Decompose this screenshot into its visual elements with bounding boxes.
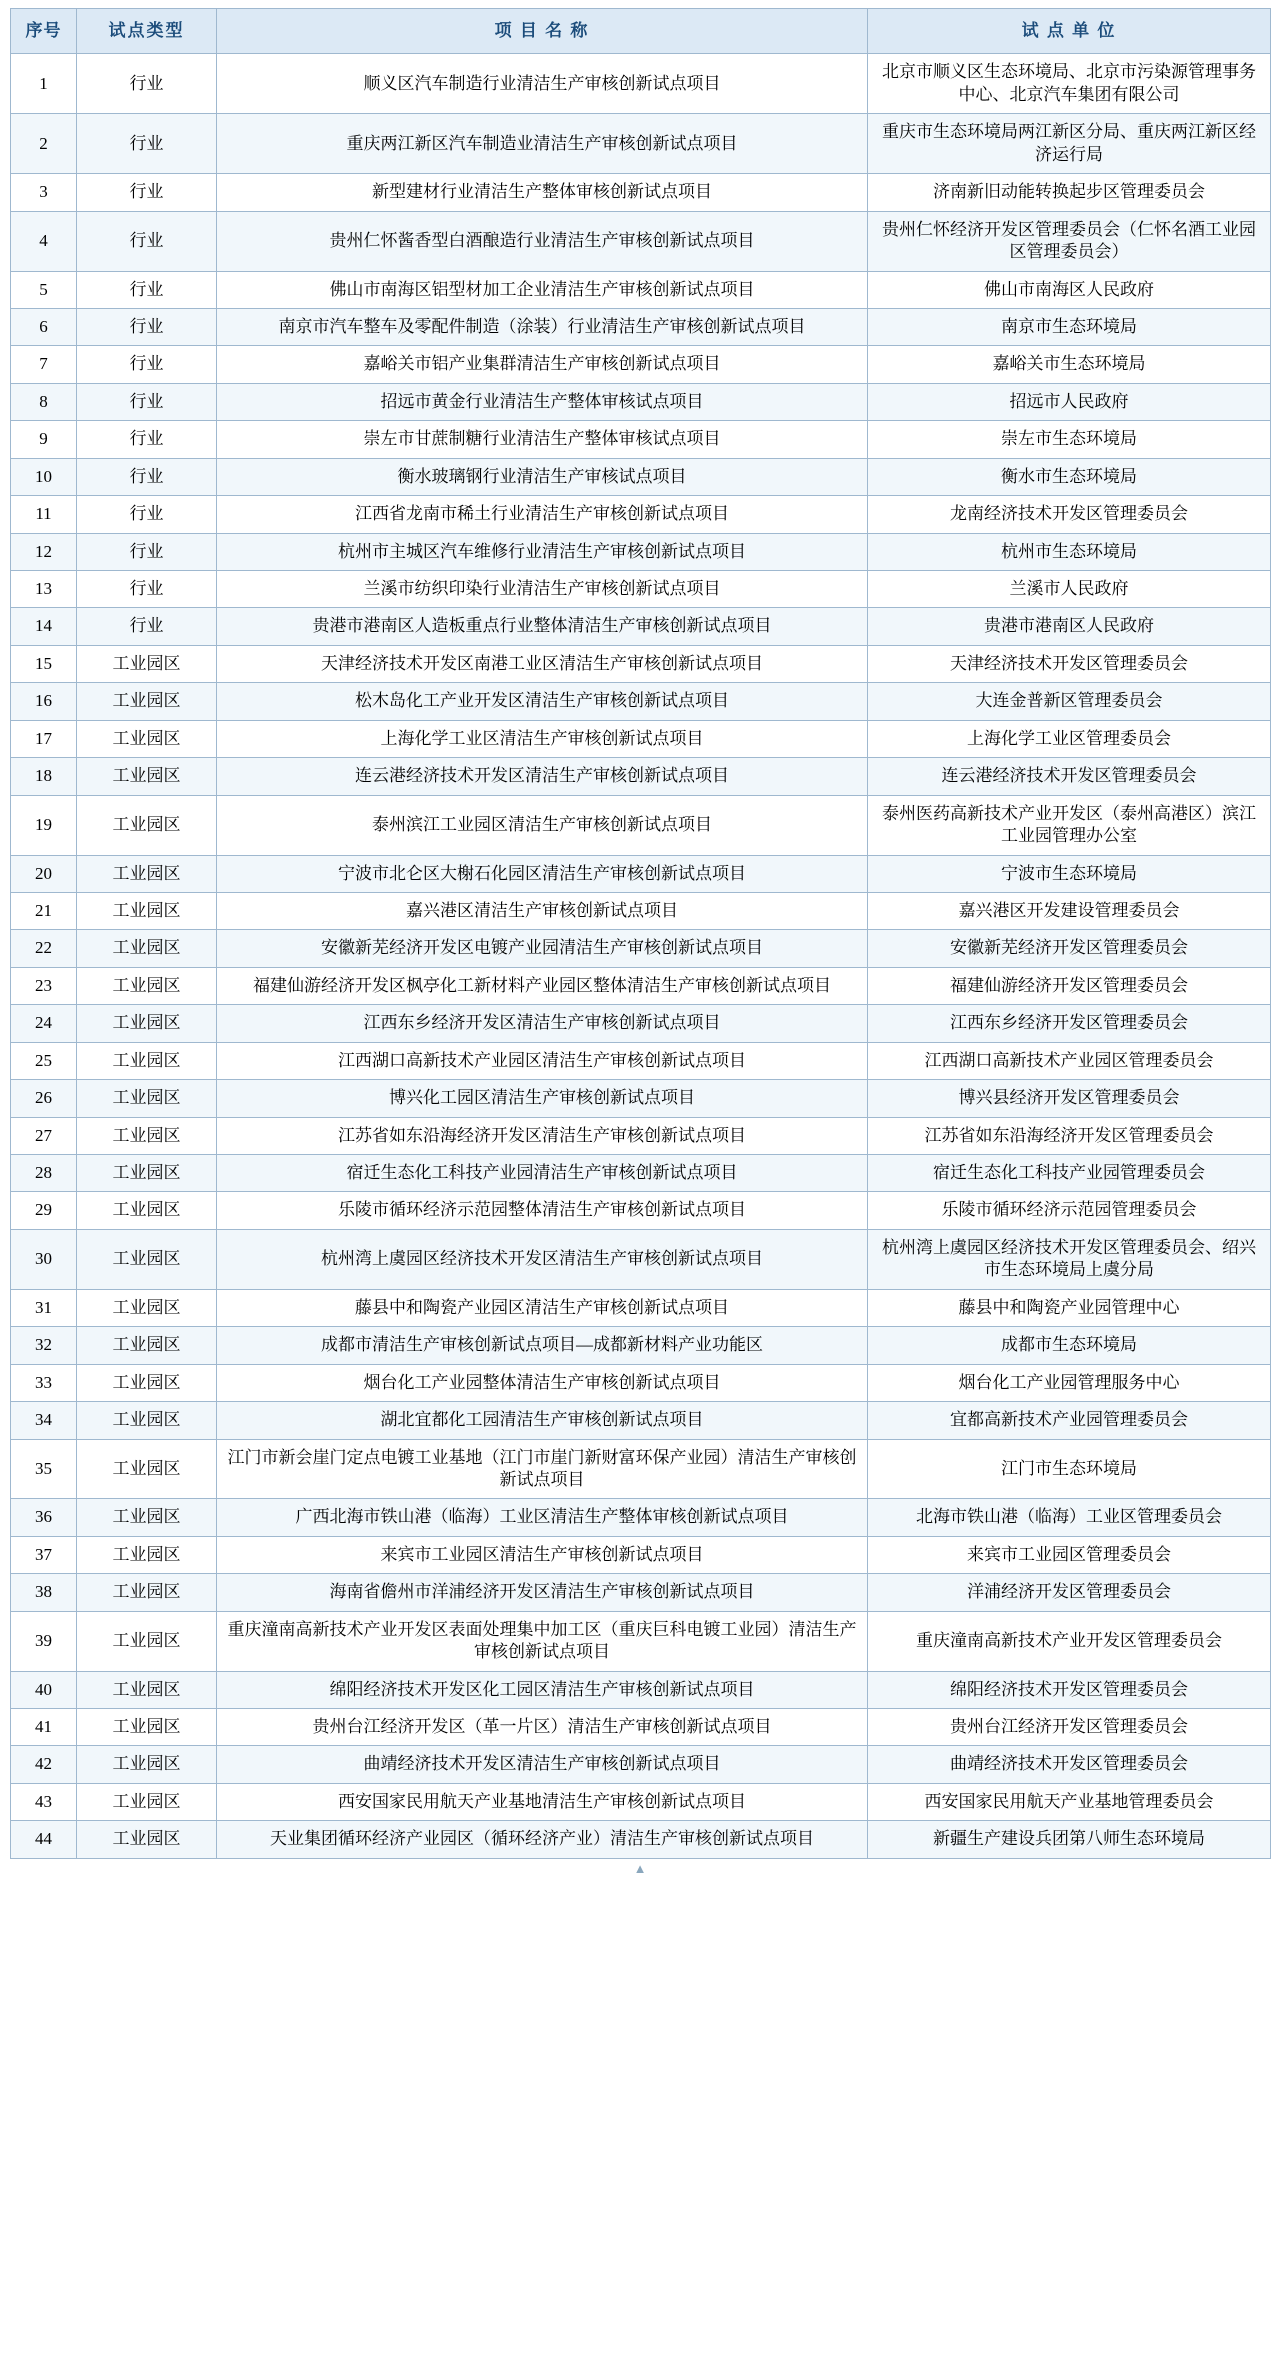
cell-unit: 北海市铁山港（临海）工业区管理委员会 — [868, 1499, 1271, 1536]
table-row — [11, 1289, 1271, 1326]
cell-index: 5 — [11, 271, 77, 308]
cell-unit: 贵州台江经济开发区管理委员会 — [868, 1709, 1271, 1746]
table-row — [11, 383, 1271, 420]
cell-unit: 杭州湾上虞园区经济技术开发区管理委员会、绍兴市生态环境局上虞分局 — [868, 1229, 1271, 1289]
table-row — [11, 683, 1271, 720]
cell-name: 重庆两江新区汽车制造业清洁生产审核创新试点项目 — [217, 114, 868, 174]
cell-index: 7 — [11, 346, 77, 383]
cell-type: 工业园区 — [77, 1499, 217, 1536]
cell-type: 工业园区 — [77, 1536, 217, 1573]
cell-unit: 嘉峪关市生态环境局 — [868, 346, 1271, 383]
cell-index: 6 — [11, 308, 77, 345]
table-row — [11, 496, 1271, 533]
cell-unit: 乐陵市循环经济示范园管理委员会 — [868, 1192, 1271, 1229]
cell-unit: 贵港市港南区人民政府 — [868, 608, 1271, 645]
cell-type: 工业园区 — [77, 1229, 217, 1289]
table-row — [11, 1192, 1271, 1229]
table-row — [11, 1783, 1271, 1820]
cell-unit: 宜都高新技术产业园管理委员会 — [868, 1402, 1271, 1439]
cell-name: 海南省儋州市洋浦经济开发区清洁生产审核创新试点项目 — [217, 1574, 868, 1611]
cell-index: 27 — [11, 1117, 77, 1154]
table-row — [11, 1327, 1271, 1364]
table-row — [11, 1499, 1271, 1536]
cell-index: 11 — [11, 496, 77, 533]
cell-unit: 龙南经济技术开发区管理委员会 — [868, 496, 1271, 533]
cell-type: 工业园区 — [77, 967, 217, 1004]
table-row — [11, 1042, 1271, 1079]
cell-name: 贵州台江经济开发区（革一片区）清洁生产审核创新试点项目 — [217, 1709, 868, 1746]
cell-index: 23 — [11, 967, 77, 1004]
cell-unit: 成都市生态环境局 — [868, 1327, 1271, 1364]
cell-type: 工业园区 — [77, 1402, 217, 1439]
cell-unit: 大连金普新区管理委员会 — [868, 683, 1271, 720]
cell-type: 行业 — [77, 114, 217, 174]
cell-index: 31 — [11, 1289, 77, 1326]
cell-name: 贵港市港南区人造板重点行业整体清洁生产审核创新试点项目 — [217, 608, 868, 645]
cell-unit: 泰州医药高新技术产业开发区（泰州高港区）滨江工业园管理办公室 — [868, 795, 1271, 855]
table-row — [11, 795, 1271, 855]
cell-name: 来宾市工业园区清洁生产审核创新试点项目 — [217, 1536, 868, 1573]
cell-unit: 兰溪市人民政府 — [868, 571, 1271, 608]
table-row — [11, 174, 1271, 211]
cell-index: 9 — [11, 421, 77, 458]
cell-unit: 江西湖口高新技术产业园区管理委员会 — [868, 1042, 1271, 1079]
table-row — [11, 1155, 1271, 1192]
cell-unit: 重庆市生态环境局两江新区分局、重庆两江新区经济运行局 — [868, 114, 1271, 174]
cell-name: 天津经济技术开发区南港工业区清洁生产审核创新试点项目 — [217, 645, 868, 682]
cell-index: 10 — [11, 458, 77, 495]
cell-type: 工业园区 — [77, 1080, 217, 1117]
cell-name: 烟台化工产业园整体清洁生产审核创新试点项目 — [217, 1364, 868, 1401]
cell-index: 44 — [11, 1821, 77, 1858]
cell-index: 37 — [11, 1536, 77, 1573]
cell-unit: 西安国家民用航天产业基地管理委员会 — [868, 1783, 1271, 1820]
pilot-projects-table — [10, 8, 1271, 1859]
table-row — [11, 1746, 1271, 1783]
cell-type: 工业园区 — [77, 645, 217, 682]
cell-name: 博兴化工园区清洁生产审核创新试点项目 — [217, 1080, 868, 1117]
cell-type: 工业园区 — [77, 1574, 217, 1611]
table-row — [11, 271, 1271, 308]
cell-index: 18 — [11, 758, 77, 795]
cell-unit: 佛山市南海区人民政府 — [868, 271, 1271, 308]
cell-name: 湖北宜都化工园清洁生产审核创新试点项目 — [217, 1402, 868, 1439]
cell-name: 崇左市甘蔗制糖行业清洁生产整体审核试点项目 — [217, 421, 868, 458]
table-body — [11, 54, 1271, 1858]
cell-type: 工业园区 — [77, 1746, 217, 1783]
cell-unit: 博兴县经济开发区管理委员会 — [868, 1080, 1271, 1117]
table-row — [11, 1671, 1271, 1708]
cell-type: 行业 — [77, 496, 217, 533]
cell-type: 工业园区 — [77, 1117, 217, 1154]
cell-unit: 衡水市生态环境局 — [868, 458, 1271, 495]
cell-index: 8 — [11, 383, 77, 420]
cell-index: 39 — [11, 1611, 77, 1671]
cell-type: 行业 — [77, 608, 217, 645]
table-row — [11, 1709, 1271, 1746]
cell-unit: 曲靖经济技术开发区管理委员会 — [868, 1746, 1271, 1783]
cell-type: 工业园区 — [77, 720, 217, 757]
cell-index: 38 — [11, 1574, 77, 1611]
cell-type: 工业园区 — [77, 1289, 217, 1326]
table-row — [11, 1536, 1271, 1573]
cell-name: 杭州市主城区汽车维修行业清洁生产审核创新试点项目 — [217, 533, 868, 570]
cell-name: 乐陵市循环经济示范园整体清洁生产审核创新试点项目 — [217, 1192, 868, 1229]
table-row — [11, 571, 1271, 608]
cell-unit: 宁波市生态环境局 — [868, 855, 1271, 892]
cell-index: 34 — [11, 1402, 77, 1439]
cell-type: 行业 — [77, 571, 217, 608]
table-row — [11, 892, 1271, 929]
cell-index: 26 — [11, 1080, 77, 1117]
cell-index: 12 — [11, 533, 77, 570]
cell-unit: 杭州市生态环境局 — [868, 533, 1271, 570]
cell-name: 佛山市南海区铝型材加工企业清洁生产审核创新试点项目 — [217, 271, 868, 308]
table-header — [11, 9, 1271, 54]
cell-unit: 江苏省如东沿海经济开发区管理委员会 — [868, 1117, 1271, 1154]
page-footer — [10, 1859, 1270, 1885]
cell-unit: 安徽新芜经济开发区管理委员会 — [868, 930, 1271, 967]
cell-type: 工业园区 — [77, 1192, 217, 1229]
cell-index: 19 — [11, 795, 77, 855]
cell-type: 行业 — [77, 54, 217, 114]
table-row — [11, 114, 1271, 174]
cell-unit: 福建仙游经济开发区管理委员会 — [868, 967, 1271, 1004]
table-header-row — [11, 9, 1271, 54]
table-row — [11, 1080, 1271, 1117]
table-row — [11, 211, 1271, 271]
cell-unit: 济南新旧动能转换起步区管理委员会 — [868, 174, 1271, 211]
cell-type: 工业园区 — [77, 855, 217, 892]
cell-index: 40 — [11, 1671, 77, 1708]
cell-unit: 绵阳经济技术开发区管理委员会 — [868, 1671, 1271, 1708]
cell-name: 宿迁生态化工科技产业园清洁生产审核创新试点项目 — [217, 1155, 868, 1192]
cell-index: 4 — [11, 211, 77, 271]
table-row — [11, 54, 1271, 114]
cell-index: 30 — [11, 1229, 77, 1289]
cell-type: 工业园区 — [77, 892, 217, 929]
cell-name: 新型建材行业清洁生产整体审核创新试点项目 — [217, 174, 868, 211]
cell-index: 41 — [11, 1709, 77, 1746]
cell-unit: 嘉兴港区开发建设管理委员会 — [868, 892, 1271, 929]
cell-name: 江西省龙南市稀土行业清洁生产审核创新试点项目 — [217, 496, 868, 533]
cell-unit: 连云港经济技术开发区管理委员会 — [868, 758, 1271, 795]
cell-unit: 崇左市生态环境局 — [868, 421, 1271, 458]
cell-type: 工业园区 — [77, 1439, 217, 1499]
cell-name: 连云港经济技术开发区清洁生产审核创新试点项目 — [217, 758, 868, 795]
cell-name: 宁波市北仑区大榭石化园区清洁生产审核创新试点项目 — [217, 855, 868, 892]
cell-index: 22 — [11, 930, 77, 967]
cell-name: 江西湖口高新技术产业园区清洁生产审核创新试点项目 — [217, 1042, 868, 1079]
cell-name: 成都市清洁生产审核创新试点项目—成都新材料产业功能区 — [217, 1327, 868, 1364]
column-header-type: 试点类型 — [77, 9, 217, 54]
cell-unit: 江西东乡经济开发区管理委员会 — [868, 1005, 1271, 1042]
cell-unit: 天津经济技术开发区管理委员会 — [868, 645, 1271, 682]
cell-unit: 洋浦经济开发区管理委员会 — [868, 1574, 1271, 1611]
table-row — [11, 608, 1271, 645]
cell-type: 行业 — [77, 458, 217, 495]
cell-type: 工业园区 — [77, 1821, 217, 1858]
footer-marker: ▲ — [633, 1860, 647, 1876]
cell-type: 工业园区 — [77, 1671, 217, 1708]
table-row — [11, 458, 1271, 495]
cell-index: 42 — [11, 1746, 77, 1783]
cell-index: 43 — [11, 1783, 77, 1820]
cell-index: 25 — [11, 1042, 77, 1079]
cell-name: 南京市汽车整车及零配件制造（涂装）行业清洁生产审核创新试点项目 — [217, 308, 868, 345]
cell-type: 工业园区 — [77, 1155, 217, 1192]
cell-index: 13 — [11, 571, 77, 608]
cell-name: 藤县中和陶瓷产业园区清洁生产审核创新试点项目 — [217, 1289, 868, 1326]
cell-unit: 来宾市工业园区管理委员会 — [868, 1536, 1271, 1573]
cell-type: 行业 — [77, 346, 217, 383]
cell-type: 工业园区 — [77, 1709, 217, 1746]
cell-unit: 江门市生态环境局 — [868, 1439, 1271, 1499]
cell-name: 安徽新芜经济开发区电镀产业园清洁生产审核创新试点项目 — [217, 930, 868, 967]
cell-type: 工业园区 — [77, 1005, 217, 1042]
cell-name: 江西东乡经济开发区清洁生产审核创新试点项目 — [217, 1005, 868, 1042]
table-row — [11, 645, 1271, 682]
cell-name: 绵阳经济技术开发区化工园区清洁生产审核创新试点项目 — [217, 1671, 868, 1708]
cell-name: 嘉兴港区清洁生产审核创新试点项目 — [217, 892, 868, 929]
cell-type: 工业园区 — [77, 683, 217, 720]
cell-unit: 新疆生产建设兵团第八师生态环境局 — [868, 1821, 1271, 1858]
cell-index: 21 — [11, 892, 77, 929]
cell-type: 工业园区 — [77, 930, 217, 967]
cell-index: 16 — [11, 683, 77, 720]
cell-index: 20 — [11, 855, 77, 892]
cell-type: 行业 — [77, 421, 217, 458]
cell-name: 江苏省如东沿海经济开发区清洁生产审核创新试点项目 — [217, 1117, 868, 1154]
table-row — [11, 855, 1271, 892]
table-row — [11, 1005, 1271, 1042]
cell-name: 泰州滨江工业园区清洁生产审核创新试点项目 — [217, 795, 868, 855]
table-row — [11, 1229, 1271, 1289]
cell-type: 行业 — [77, 174, 217, 211]
cell-name: 上海化学工业区清洁生产审核创新试点项目 — [217, 720, 868, 757]
cell-name: 江门市新会崖门定点电镀工业基地（江门市崖门新财富环保产业园）清洁生产审核创新试点项目 — [217, 1439, 868, 1499]
cell-unit: 藤县中和陶瓷产业园管理中心 — [868, 1289, 1271, 1326]
table-row — [11, 346, 1271, 383]
table-row — [11, 1364, 1271, 1401]
table-row — [11, 1439, 1271, 1499]
cell-type: 工业园区 — [77, 758, 217, 795]
table-row — [11, 930, 1271, 967]
table-row — [11, 1117, 1271, 1154]
table-row — [11, 1611, 1271, 1671]
cell-index: 2 — [11, 114, 77, 174]
cell-type: 工业园区 — [77, 1364, 217, 1401]
cell-name: 松木岛化工产业开发区清洁生产审核创新试点项目 — [217, 683, 868, 720]
cell-name: 天业集团循环经济产业园区（循环经济产业）清洁生产审核创新试点项目 — [217, 1821, 868, 1858]
cell-name: 贵州仁怀酱香型白酒酿造行业清洁生产审核创新试点项目 — [217, 211, 868, 271]
cell-name: 西安国家民用航天产业基地清洁生产审核创新试点项目 — [217, 1783, 868, 1820]
cell-name: 兰溪市纺织印染行业清洁生产审核创新试点项目 — [217, 571, 868, 608]
cell-index: 35 — [11, 1439, 77, 1499]
cell-unit: 宿迁生态化工科技产业园管理委员会 — [868, 1155, 1271, 1192]
cell-type: 工业园区 — [77, 1783, 217, 1820]
cell-unit: 南京市生态环境局 — [868, 308, 1271, 345]
cell-name: 曲靖经济技术开发区清洁生产审核创新试点项目 — [217, 1746, 868, 1783]
cell-unit: 上海化学工业区管理委员会 — [868, 720, 1271, 757]
column-header-name: 项 目 名 称 — [217, 9, 868, 54]
cell-index: 28 — [11, 1155, 77, 1192]
table-row — [11, 967, 1271, 1004]
cell-index: 1 — [11, 54, 77, 114]
cell-index: 32 — [11, 1327, 77, 1364]
table-row — [11, 720, 1271, 757]
cell-unit: 贵州仁怀经济开发区管理委员会（仁怀名酒工业园区管理委员会） — [868, 211, 1271, 271]
column-header-unit: 试 点 单 位 — [868, 9, 1271, 54]
cell-name: 顺义区汽车制造行业清洁生产审核创新试点项目 — [217, 54, 868, 114]
cell-unit: 重庆潼南高新技术产业开发区管理委员会 — [868, 1611, 1271, 1671]
table-row — [11, 421, 1271, 458]
cell-type: 行业 — [77, 383, 217, 420]
cell-type: 工业园区 — [77, 1327, 217, 1364]
cell-name: 嘉峪关市铝产业集群清洁生产审核创新试点项目 — [217, 346, 868, 383]
cell-name: 招远市黄金行业清洁生产整体审核试点项目 — [217, 383, 868, 420]
cell-index: 24 — [11, 1005, 77, 1042]
cell-name: 杭州湾上虞园区经济技术开发区清洁生产审核创新试点项目 — [217, 1229, 868, 1289]
cell-index: 14 — [11, 608, 77, 645]
cell-name: 衡水玻璃钢行业清洁生产审核试点项目 — [217, 458, 868, 495]
cell-name: 福建仙游经济开发区枫亭化工新材料产业园区整体清洁生产审核创新试点项目 — [217, 967, 868, 1004]
cell-type: 工业园区 — [77, 1042, 217, 1079]
cell-unit: 烟台化工产业园管理服务中心 — [868, 1364, 1271, 1401]
table-row — [11, 1821, 1271, 1858]
cell-type: 行业 — [77, 533, 217, 570]
cell-type: 行业 — [77, 308, 217, 345]
cell-index: 15 — [11, 645, 77, 682]
table-row — [11, 533, 1271, 570]
cell-index: 17 — [11, 720, 77, 757]
cell-type: 行业 — [77, 271, 217, 308]
table-row — [11, 758, 1271, 795]
cell-index: 33 — [11, 1364, 77, 1401]
column-header-index: 序号 — [11, 9, 77, 54]
table-row — [11, 1402, 1271, 1439]
cell-name: 广西北海市铁山港（临海）工业区清洁生产整体审核创新试点项目 — [217, 1499, 868, 1536]
table-row — [11, 1574, 1271, 1611]
cell-type: 行业 — [77, 211, 217, 271]
table-row — [11, 308, 1271, 345]
cell-unit: 北京市顺义区生态环境局、北京市污染源管理事务中心、北京汽车集团有限公司 — [868, 54, 1271, 114]
cell-index: 36 — [11, 1499, 77, 1536]
cell-index: 29 — [11, 1192, 77, 1229]
cell-unit: 招远市人民政府 — [868, 383, 1271, 420]
cell-name: 重庆潼南高新技术产业开发区表面处理集中加工区（重庆巨科电镀工业园）清洁生产审核创新试点项目 — [217, 1611, 868, 1671]
cell-index: 3 — [11, 174, 77, 211]
cell-type: 工业园区 — [77, 1611, 217, 1671]
cell-type: 工业园区 — [77, 795, 217, 855]
